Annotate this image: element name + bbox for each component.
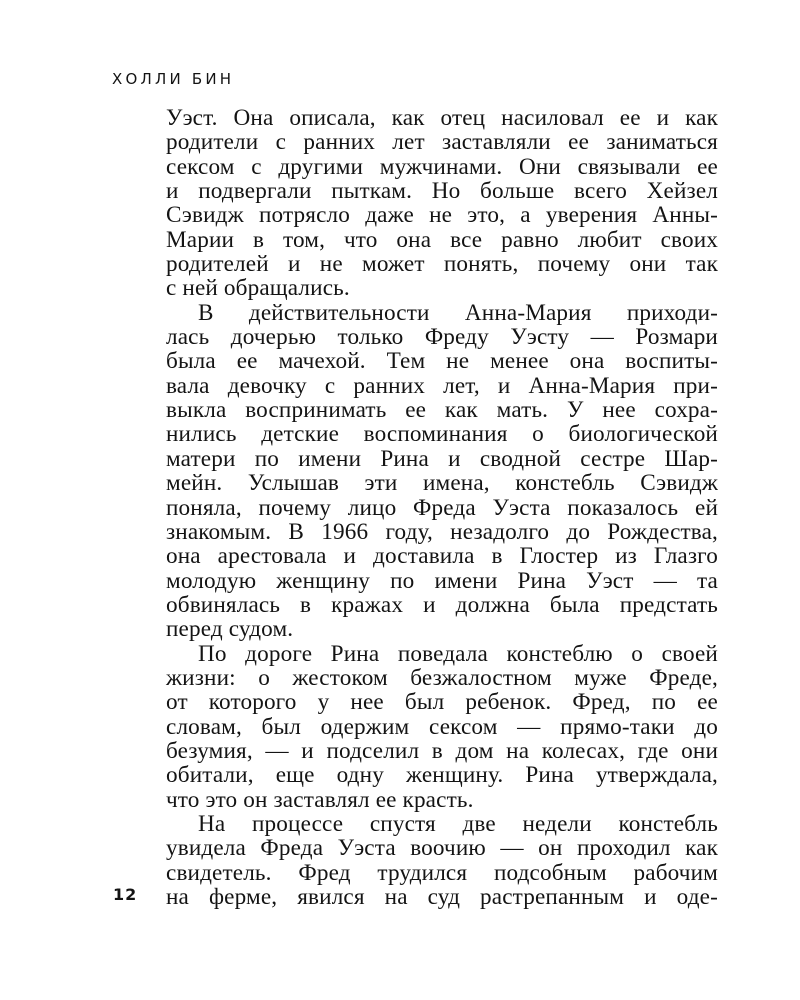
text-line: поняла, почему лицо Фреда Уэста показалось ей — [166, 494, 718, 521]
text-line: вала девочку с ранних лет, и Анна-Мария при- — [166, 372, 718, 399]
text-line: мейн. Услышав эти имена, констебль Сэвидж — [166, 470, 718, 497]
text-line: с ней обращались. — [166, 275, 350, 302]
text-line: от которого у нее был ребенок. Фред, по ее — [166, 689, 718, 716]
text-line: словам, был одержим сексом — прямо-таки до — [166, 713, 718, 740]
text-line: Марии в том, что она все равно любит своих — [166, 226, 718, 253]
text-line: родители с ранних лет заставляли ее заниматься — [166, 129, 718, 156]
paragraph-first-line: По дороге Рина поведала констеблю о своей — [198, 640, 718, 667]
text-line: была ее мачехой. Тем не менее она воспиты- — [166, 348, 718, 375]
text-line: на ферме, явился на суд растрепанным и оде- — [166, 884, 718, 910]
text-line: молодую женщину по имени Рина Уэст — та — [166, 567, 718, 594]
text-line: сексом с другими мужчинами. Они связывали ее — [166, 153, 718, 180]
text-line: Сэвидж потрясло даже не это, а уверения Анны- — [166, 202, 718, 229]
text-line: свидетель. Фред трудился подсобным рабочим — [166, 859, 718, 886]
page-number: 12 — [113, 885, 138, 904]
text-line: родителей и не может понять, почему они так — [166, 251, 718, 278]
text-line: и подвергали пыткам. Но больше всего Хейзел — [166, 178, 718, 205]
paragraph-first-line: На процессе спустя две недели констебль — [198, 810, 718, 837]
text-line: обвинялась в кражах и должна была предстать — [166, 591, 718, 618]
text-line: нились детские воспоминания о биологической — [166, 421, 718, 448]
text-line: безумия, — и подселил в дом на колесах, где они — [166, 737, 718, 764]
text-line: она арестовала и доставила в Глостер из Глазго — [166, 543, 718, 570]
text-line: знакомым. В 1966 году, незадолго до Рождества, — [166, 518, 718, 545]
text-line: матери по имени Рина и сводной сестре Шар- — [166, 445, 718, 472]
text-line: что это он заставлял ее красть. — [166, 786, 474, 813]
text-line: перед судом. — [166, 616, 294, 643]
body-text — [166, 106, 718, 909]
text-line: обитали, еще одну женщину. Рина утверждала, — [166, 762, 718, 789]
running-head: ХОЛЛИ БИН — [112, 70, 235, 88]
text-line: увидела Фреда Уэста воочию — он проходил как — [166, 835, 718, 862]
text-line: жизни: о жестоком безжалостном муже Фреде, — [166, 664, 718, 691]
paragraph-first-line: В действительности Анна-Мария приходи- — [198, 299, 718, 326]
text-line: Уэст. Она описала, как отец насиловал ее и как — [166, 105, 718, 131]
text-line: выкла воспринимать ее как мать. У нее сохра- — [166, 397, 718, 424]
text-line: лась дочерью только Фреду Уэсту — Розмари — [166, 324, 718, 351]
